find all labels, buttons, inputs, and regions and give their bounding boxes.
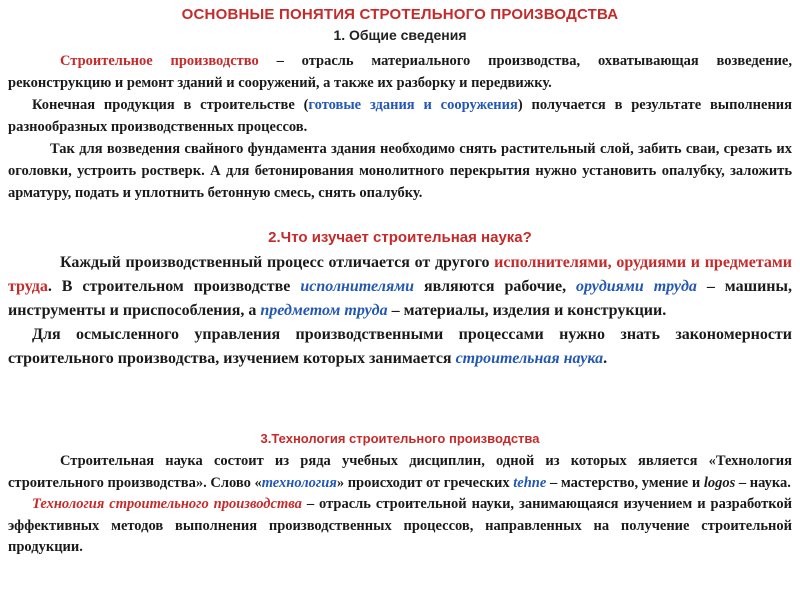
section3-paragraph-1 [8, 451, 792, 494]
paragraph-text: Так для возведения свайного фундамента здания необходимо снять растительный слой, забить сваи, срезать их оголовки, устроить ростверк. А для бетонирования монолитного перекрытия нужно установить опалубку, заложить арматуру, подать и уплотнить бетонную смесь, снять опалубку. [8, 141, 792, 201]
term-tehne: tehne [513, 474, 547, 491]
paragraph-text: » происходит от греческих [336, 474, 514, 491]
section1-paragraph-2 [8, 94, 792, 138]
section3-body [8, 451, 792, 559]
paragraph-text: – отрасль материального производства, охватывающая возведение, реконструкцию и ремонт зданий и сооружений, а также их разборку и передвижку. [8, 53, 792, 91]
paragraph-text: Строительная наука состоит из ряда учебных дисциплин, одной из которых является «Технология строительного производства». Слово « [8, 453, 792, 491]
section1-paragraph-3 [8, 138, 792, 204]
paragraph-text: Каждый производственный процесс отличается от другого [60, 254, 495, 271]
paragraph-text: . [603, 350, 608, 367]
paragraph-text: – материалы, изделия и конструкции. [387, 302, 667, 319]
term-finished-buildings: готовые здания и сооружения [308, 97, 518, 113]
section1-heading: 1. Общие сведения [333, 27, 467, 43]
term-executors: исполнителями [300, 278, 415, 295]
paragraph-text: – машины, инструменты и приспособления, а [8, 278, 793, 319]
section2-heading: 2.Что изучает строительная наука? [268, 229, 532, 246]
term-object-of-labor: предметом труда [260, 302, 388, 319]
section3-heading: 3.Технология строительного производства [260, 431, 540, 446]
paragraph-text: – мастерство, умение и [546, 474, 704, 491]
paragraph-text: Конечная продукция в строительстве ( [32, 97, 309, 113]
section2-paragraph-2 [8, 323, 792, 371]
term-tools-of-labor: орудиями труда [576, 278, 697, 295]
section1-body [8, 50, 792, 204]
page-title: ОСНОВНЫЕ ПОНЯТИЯ СТРОТЕЛЬНОГО ПРОИЗВОДСТВА [181, 6, 619, 23]
paragraph-text: – наука. [735, 474, 791, 491]
paragraph-text: ) получается в результате выполнения разнообразных производственных процессов. [8, 97, 793, 135]
paragraph-text: . В строительном производстве [47, 278, 301, 295]
section3-paragraph-2 [8, 494, 792, 559]
term-construction-technology: Технология строительного производства [32, 496, 302, 512]
term-construction-production: Строительное производство [60, 53, 259, 69]
section2-body [8, 251, 792, 371]
paragraph-text: являются рабочие, [414, 278, 576, 295]
section1-paragraph-1 [8, 50, 792, 94]
paragraph-text: – отрасль строительной науки, занимающаяся изучением и разработкой эффективных методов выполнения производственных процессов, направленных на получение строительной продукции. [8, 496, 792, 555]
term-executors-tools-objects: исполнителями, орудиями и предметами труда [8, 254, 792, 295]
term-construction-science: строительная наука [455, 350, 604, 367]
paragraph-text: Для осмысленного управления производственными процессами нужно знать закономерности строительного производства, изучением которых занимается [8, 326, 792, 367]
term-logos: logos [703, 474, 736, 491]
section2-paragraph-1 [8, 251, 792, 323]
term-technology: технология [261, 474, 337, 491]
